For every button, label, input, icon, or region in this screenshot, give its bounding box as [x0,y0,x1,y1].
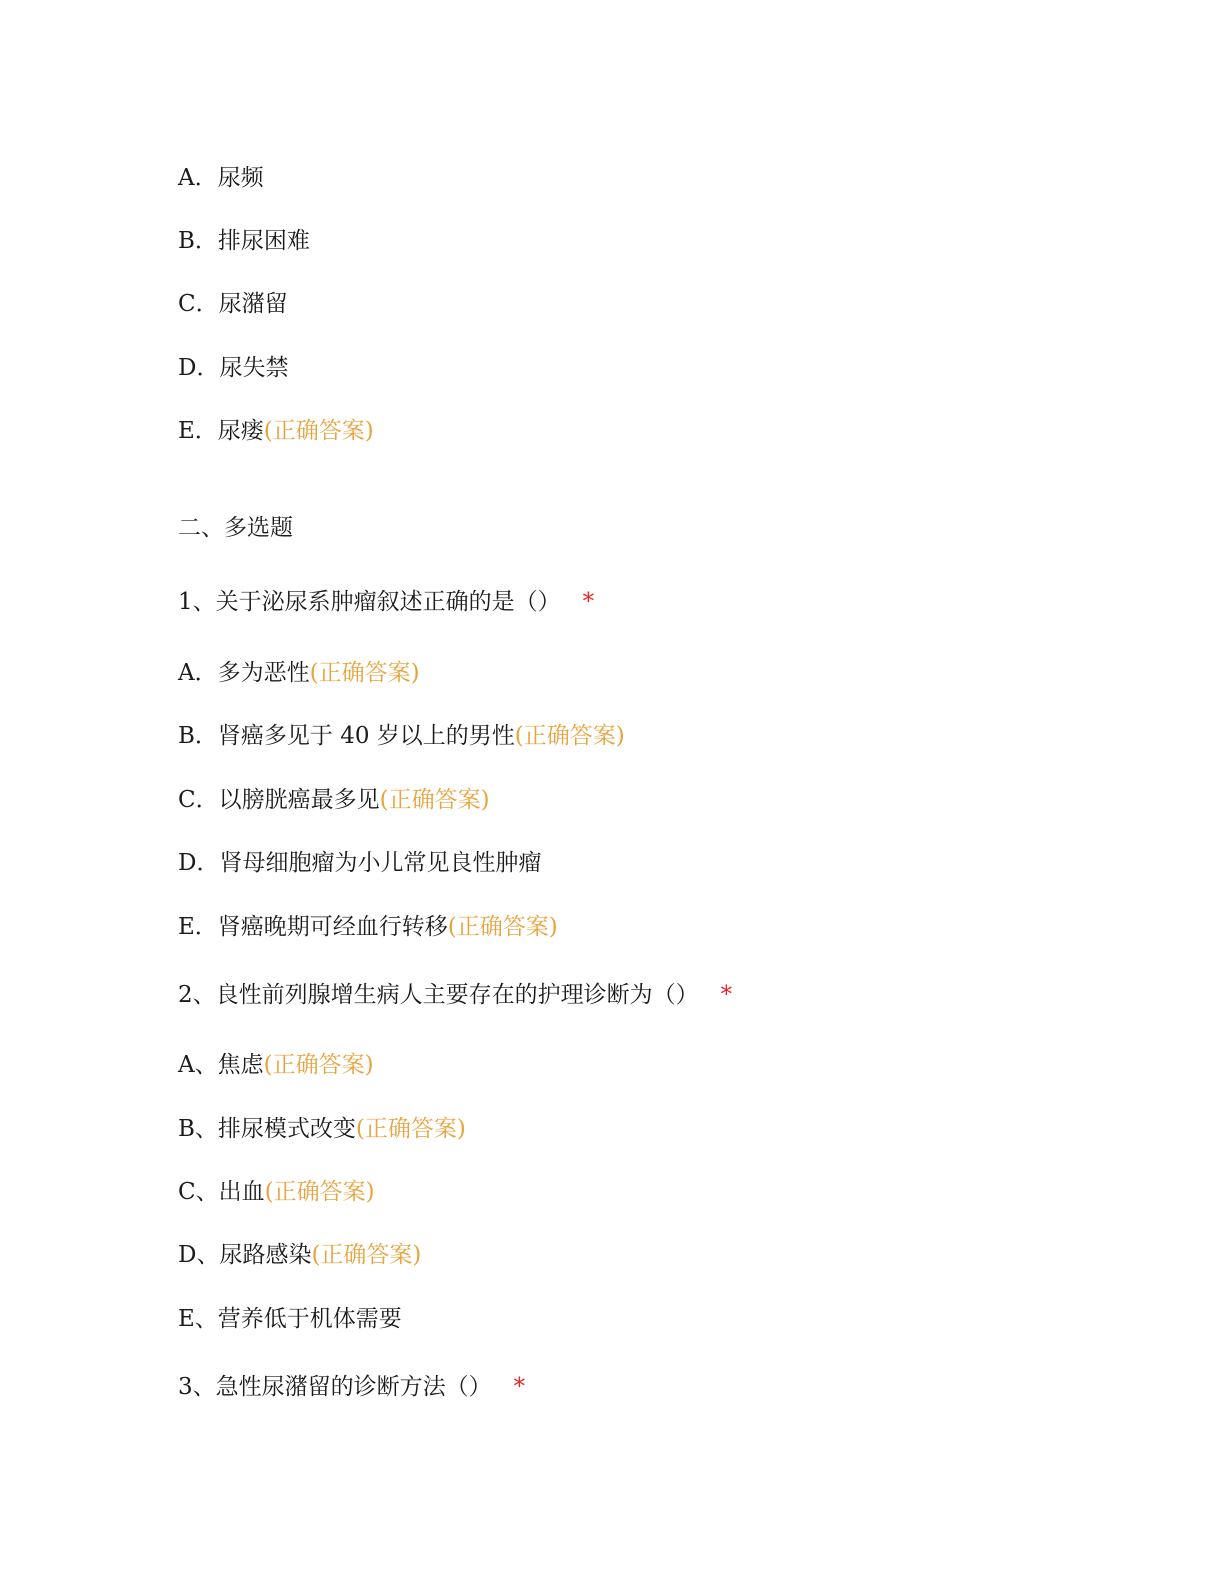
option-text: E、营养低于机体需要 [178,1306,402,1332]
option-text: E．肾癌晚期可经血行转移 [178,914,448,940]
option-text: B、排尿模式改变 [178,1116,356,1142]
option-text: C、出血 [178,1179,265,1205]
q2-option-a [178,1050,374,1080]
correct-answer-tag: (正确答案) [447,914,558,940]
correct-answer-tag: (正确答案) [263,418,374,444]
correct-answer-tag: (正确答案) [264,1179,375,1205]
question-3 [178,1372,525,1402]
option-text: E．尿瘘 [178,418,264,444]
question-text: 1、关于泌尿系肿瘤叙述正确的是（） [178,589,561,615]
q1-option-c [178,785,490,815]
option-text: C．以膀胱癌最多见 [178,787,380,813]
q2-option-c [178,1177,375,1207]
option-text: A、焦虑 [178,1052,264,1078]
section-title: 二、多选题 [178,515,293,541]
q2-option-e [178,1304,402,1334]
question-2 [178,980,732,1010]
correct-answer-tag: (正确答案) [514,723,625,749]
option-text: D．肾母细胞瘤为小儿常见良性肿瘤 [178,850,542,876]
correct-answer-tag: (正确答案) [311,1242,422,1268]
q1-option-e [178,912,558,942]
q1-option-a [178,658,420,688]
option-text: D．尿失禁 [178,355,289,381]
option-text: C．尿潴留 [178,291,288,317]
q1-option-b [178,721,625,751]
option-text: B．肾癌多见于 40 岁以上的男性 [178,723,515,749]
option-a [178,163,264,193]
option-c [178,289,288,319]
question-text: 2、良性前列腺增生病人主要存在的护理诊断为（） [178,982,699,1008]
option-text: A．尿频 [178,165,264,191]
required-star: * [720,982,733,1008]
option-text: B．排尿困难 [178,228,310,254]
option-e [178,416,374,446]
q2-option-d [178,1240,421,1270]
required-star: * [513,1374,526,1400]
option-d [178,353,288,383]
q2-option-b [178,1114,466,1144]
question-1 [178,587,594,617]
option-text: D、尿路感染 [178,1242,312,1268]
option-text: A．多为恶性 [178,660,310,686]
correct-answer-tag: (正确答案) [263,1052,374,1078]
correct-answer-tag: (正确答案) [309,660,420,686]
required-star: * [582,589,595,615]
correct-answer-tag: (正确答案) [379,787,490,813]
question-text: 3、急性尿潴留的诊断方法（） [178,1374,492,1400]
option-b [178,226,310,256]
correct-answer-tag: (正确答案) [355,1116,466,1142]
q1-option-d [178,848,541,878]
